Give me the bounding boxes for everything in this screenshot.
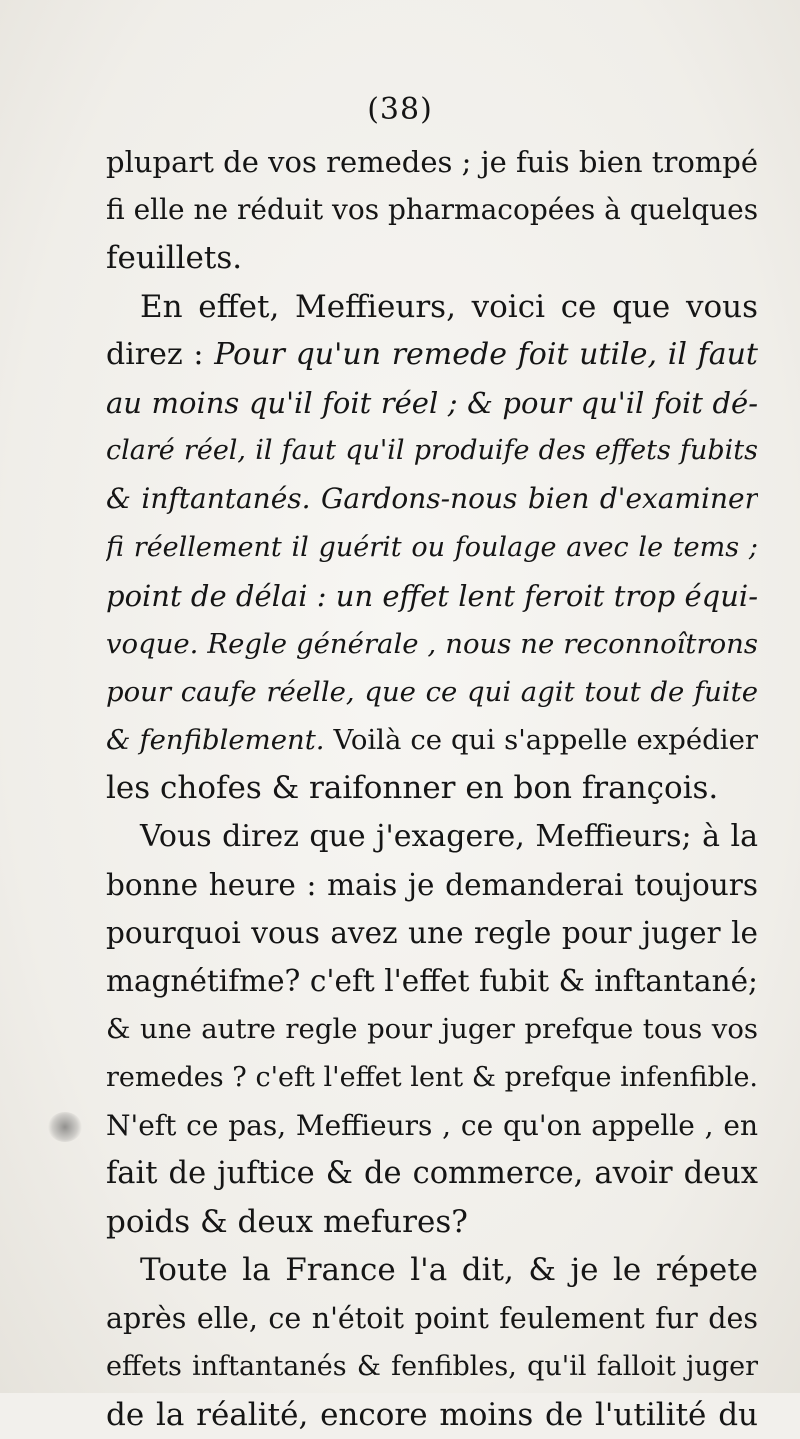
text-segment: N'eft ce pas, Meffieurs , ce qu'on appelle , en <box>106 1108 758 1142</box>
text-line <box>106 861 758 909</box>
text-segment: magnétifme? c'eft l'effet fubit & inftantané; <box>106 964 758 999</box>
italic-text-segment: point de délai : un effet lent feroit trop équi- <box>106 578 758 613</box>
text-segment: feuillets. <box>106 240 243 277</box>
text-line <box>106 813 758 861</box>
text-segment: les chofes & raifonner en bon françois. <box>106 770 719 807</box>
text-line <box>106 1295 758 1343</box>
body-text <box>106 138 758 1439</box>
ink-stain <box>48 1112 82 1142</box>
text-line <box>106 1343 758 1391</box>
italic-text-segment: claré réel, il faut qu'il produife des effets fubits <box>106 435 758 467</box>
text-segment: effets inftantanés & fenfibles, qu'il falloit juger <box>106 1350 758 1382</box>
text-line <box>106 475 758 523</box>
text-segment: après elle, ce n'étoit point feulement fur des <box>106 1301 758 1335</box>
text-line <box>106 572 758 620</box>
text-segment: direz : <box>106 336 215 372</box>
italic-text-segment: fi réellement il guérit ou foulage avec le tems ; <box>106 531 758 563</box>
text-line <box>106 283 758 331</box>
text-segment: pourquoi vous avez une regle pour juger le <box>106 916 758 950</box>
page-number: (38) <box>367 92 433 127</box>
text-line <box>106 234 758 282</box>
text-line <box>106 957 758 1005</box>
text-segment: fait de juftice & de commerce, avoir deux <box>106 1155 758 1191</box>
italic-text-segment: Pour qu'un remede foit utile, il faut <box>214 336 758 372</box>
italic-text-segment: pour caufe réelle, que ce qui agit tout de fuite <box>106 676 758 709</box>
text-line <box>106 524 758 572</box>
text-line <box>106 427 758 475</box>
text-line <box>106 1054 758 1102</box>
text-segment: plupart de vos remedes ; je fuis bien trompé <box>106 145 758 179</box>
text-line <box>106 764 758 812</box>
text-line <box>106 909 758 957</box>
text-line <box>106 1198 758 1246</box>
italic-text-segment: voque. Regle générale , nous ne reconnoîtrons <box>106 627 758 660</box>
text-line <box>106 1150 758 1198</box>
text-segment: remedes ? c'eft l'effet lent & prefque infenfible. <box>106 1061 758 1093</box>
text-line <box>106 620 758 668</box>
italic-text-segment: au moins qu'il foit réel ; & pour qu'il foit dé- <box>106 385 758 420</box>
italic-text-segment: & fenfiblement. <box>106 724 325 757</box>
text-segment: Vous direz que j'exagere, Meffieurs; à la <box>140 818 758 854</box>
italic-text-segment: & inftantanés. Gardons-nous bien d'examiner <box>106 482 758 516</box>
text-line <box>106 186 758 234</box>
text-segment: poids & deux mefures? <box>106 1204 468 1241</box>
text-line <box>106 331 758 379</box>
text-segment: & une autre regle pour juger prefque tous vos <box>106 1013 758 1046</box>
text-segment: Voilà ce qui s'appelle expédier <box>324 724 758 757</box>
text-line <box>106 1102 758 1150</box>
text-line <box>106 668 758 716</box>
text-line <box>106 1391 758 1439</box>
text-line <box>106 716 758 764</box>
text-segment: fi elle ne réduit vos pharmacopées à quelques <box>106 193 758 227</box>
text-segment: bonne heure : mais je demanderai toujours <box>106 867 758 902</box>
text-line <box>106 1246 758 1294</box>
text-segment: Toute la France l'a dit, & je le répete <box>140 1252 758 1289</box>
text-segment: En effet, Meffieurs, voici ce que vous <box>140 288 758 325</box>
text-segment: de la réalité, encore moins de l'utilité du <box>106 1396 758 1433</box>
text-line <box>106 1005 758 1053</box>
text-line <box>106 138 758 186</box>
text-line <box>106 379 758 427</box>
